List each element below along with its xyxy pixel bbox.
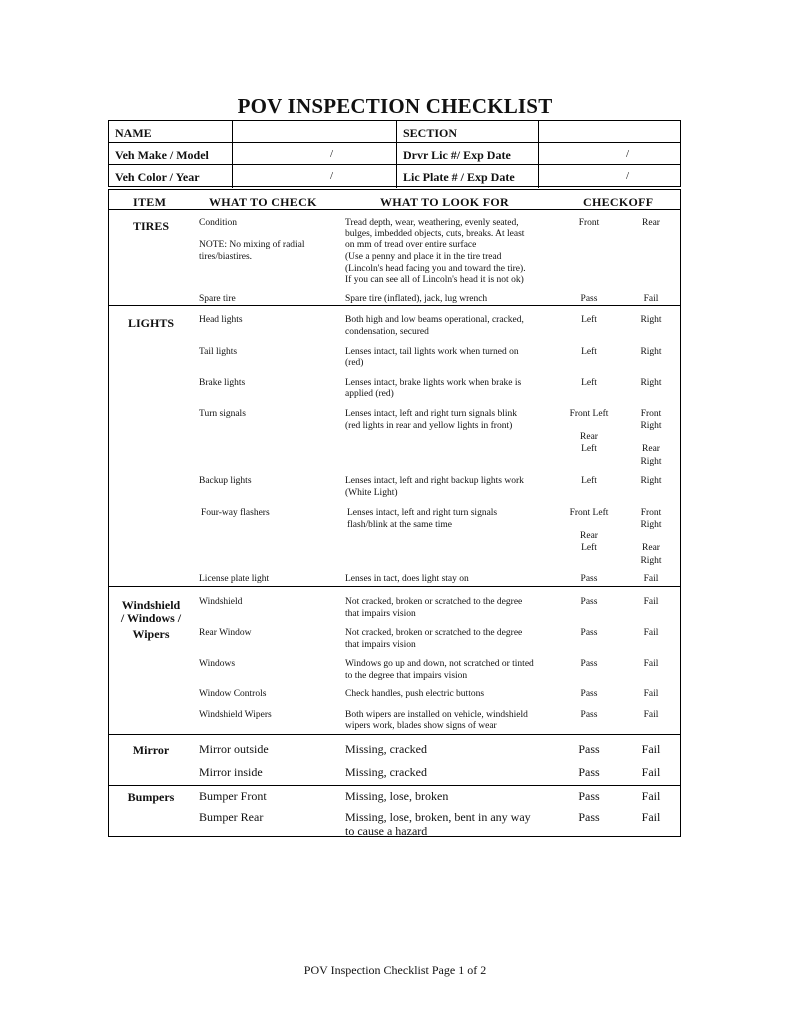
drvr-lic-label: Drvr Lic #/ Exp Date xyxy=(403,148,511,162)
brake-look-2: applied (red) xyxy=(345,389,394,399)
check-spare-tire: Spare tire xyxy=(199,294,236,304)
condition-look-1: Tread depth, wear, weathering, evenly seated, xyxy=(345,218,519,228)
name-field[interactable] xyxy=(233,121,396,142)
turn-front-left-checkbox[interactable]: Front Left xyxy=(569,409,609,419)
turn-rear-label-2: Rear xyxy=(642,444,660,454)
check-brake-lights: Brake lights xyxy=(199,378,246,388)
plate-slash: / xyxy=(626,170,630,182)
backup-look-2: (White Light) xyxy=(345,488,398,498)
mirror-inside-pass-checkbox[interactable]: Pass xyxy=(578,765,600,779)
windshield-pass-checkbox[interactable]: Pass xyxy=(580,597,598,607)
check-condition: Condition xyxy=(199,218,238,228)
tail-look-1: Lenses intact, tail lights work when turned on xyxy=(345,347,519,357)
lic-plate-label: Lic Plate # / Exp Date xyxy=(403,170,515,184)
backup-right-checkbox[interactable]: Right xyxy=(640,476,662,486)
tail-look-2: (red) xyxy=(345,358,364,368)
mirror-inside-fail-checkbox[interactable]: Fail xyxy=(641,765,661,779)
turn-look-2: (red lights in rear and yellow lights in front) xyxy=(345,421,513,431)
bumper-rear-look-2: to cause a hazard xyxy=(345,824,428,838)
section-bumpers: Bumpers xyxy=(127,790,175,804)
check-windshield: Windshield xyxy=(199,597,243,607)
rear-window-pass-checkbox[interactable]: Pass xyxy=(580,628,598,638)
page-footer: POV Inspection Checklist Page 1 of 2 xyxy=(303,963,487,977)
turn-look-1: Lenses intact, left and right turn signals blink xyxy=(345,409,518,419)
mirror-outside-pass-checkbox[interactable]: Pass xyxy=(578,742,600,756)
backup-look-1: Lenses intact, left and right backup lights work xyxy=(345,476,524,486)
flashers-front-left-checkbox[interactable]: Front Left xyxy=(569,508,609,518)
veh-color-field[interactable] xyxy=(233,165,396,187)
window-controls-fail-checkbox[interactable]: Fail xyxy=(643,689,659,699)
turn-rear-label: Rear xyxy=(580,432,598,442)
condition-look-3: on mm of tread over entire surface xyxy=(345,240,477,250)
flashers-rear-label-2: Rear xyxy=(642,543,660,553)
bumper-front-fail-checkbox[interactable]: Fail xyxy=(641,789,661,803)
windshield-look-1: Not cracked, broken or scratched to the degree xyxy=(345,597,523,607)
vehicle-info-table xyxy=(108,120,681,187)
turn-rear-right-checkbox[interactable]: Right xyxy=(640,457,662,467)
veh-make-field[interactable] xyxy=(233,143,396,164)
col-checkoff: CHECKOFF xyxy=(583,195,654,209)
flashers-look-1: Lenses intact, left and right turn signals xyxy=(347,508,498,518)
check-windshield-wipers: Windshield Wipers xyxy=(199,710,272,720)
check-bumper-rear: Bumper Rear xyxy=(199,810,264,824)
condition-look-6: If you can see all of Lincoln's head it is not ok) xyxy=(345,275,524,285)
tires-note-line1: NOTE: No mixing of radial xyxy=(199,240,305,250)
veh-make-label: Veh Make / Model xyxy=(115,148,209,162)
check-head-lights: Head lights xyxy=(199,315,243,325)
checklist-table xyxy=(108,189,681,837)
section-tires: TIRES xyxy=(132,219,170,233)
turn-front-right-checkbox[interactable]: Right xyxy=(640,421,662,431)
bumper-rear-fail-checkbox[interactable]: Fail xyxy=(641,810,661,824)
check-mirror-inside: Mirror inside xyxy=(199,765,263,779)
page-title: POV INSPECTION CHECKLIST xyxy=(237,94,553,118)
flashers-rear-right-checkbox[interactable]: Right xyxy=(640,556,662,566)
mirror-outside-look: Missing, cracked xyxy=(345,742,427,756)
section-field[interactable] xyxy=(539,121,679,142)
head-look-2: condensation, secured xyxy=(345,327,429,337)
section-windshield-line2: / Windows / xyxy=(120,611,182,625)
check-backup-lights: Backup lights xyxy=(199,476,252,486)
tires-note-line2: tires/biastires. xyxy=(199,252,253,262)
flashers-rear-left-checkbox[interactable]: Left xyxy=(581,543,597,553)
drvr-slash: / xyxy=(626,148,630,160)
tires-front-checkbox[interactable]: Front xyxy=(578,218,600,228)
condition-look-5: (Lincoln's head facing you and toward the tire). xyxy=(345,264,526,274)
check-four-way-flashers: Four-way flashers xyxy=(201,508,270,518)
brake-right-checkbox[interactable]: Right xyxy=(640,378,662,388)
head-left-checkbox[interactable]: Left xyxy=(581,315,597,325)
check-bumper-front: Bumper Front xyxy=(199,789,267,803)
flashers-front-label: Front xyxy=(640,508,662,518)
veh-color-label: Veh Color / Year xyxy=(115,170,200,184)
condition-look-2: bulges, imbedded objects, cuts, breaks. At least xyxy=(345,229,525,239)
bumper-rear-look-1: Missing, lose, broken, bent in any way xyxy=(345,810,531,824)
make-slash: / xyxy=(330,148,334,160)
name-label: NAME xyxy=(115,126,152,140)
check-tail-lights: Tail lights xyxy=(199,347,238,357)
condition-look-4: (Use a penny and place it in the tire tread xyxy=(345,252,502,262)
check-window-controls: Window Controls xyxy=(199,689,267,699)
windows-fail-checkbox[interactable]: Fail xyxy=(643,659,659,669)
section-lights: LIGHTS xyxy=(127,316,175,330)
section-windshield-line1: Windshield xyxy=(121,598,181,612)
section-windshield-line3: Wipers xyxy=(132,627,170,641)
wipers-look-1: Both wipers are installed on vehicle, windshield xyxy=(345,710,528,720)
section-label: SECTION xyxy=(403,126,458,140)
spare-look: Spare tire (inflated), jack, lug wrench xyxy=(345,294,488,304)
flashers-rear-label: Rear xyxy=(580,531,598,541)
tires-rear-checkbox[interactable]: Rear xyxy=(642,218,660,228)
bumper-front-pass-checkbox[interactable]: Pass xyxy=(578,789,600,803)
col-what-to-check: WHAT TO CHECK xyxy=(209,195,317,209)
mirror-inside-look: Missing, cracked xyxy=(345,765,427,779)
brake-left-checkbox[interactable]: Left xyxy=(581,378,597,388)
color-slash: / xyxy=(330,170,334,182)
head-right-checkbox[interactable]: Right xyxy=(640,315,662,325)
mirror-outside-fail-checkbox[interactable]: Fail xyxy=(641,742,661,756)
bumper-rear-pass-checkbox[interactable]: Pass xyxy=(578,810,600,824)
check-license-plate-light: License plate light xyxy=(199,574,270,584)
bumper-front-look: Missing, lose, broken xyxy=(345,789,449,803)
window-controls-pass-checkbox[interactable]: Pass xyxy=(580,689,598,699)
window-controls-look: Check handles, push electric buttons xyxy=(345,689,485,699)
tail-right-checkbox[interactable]: Right xyxy=(640,347,662,357)
windshield-fail-checkbox[interactable]: Fail xyxy=(643,597,659,607)
rear-window-fail-checkbox[interactable]: Fail xyxy=(643,628,659,638)
plate-fail-checkbox[interactable]: Fail xyxy=(643,574,659,584)
windows-look-1: Windows go up and down, not scratched or tinted xyxy=(345,659,534,669)
turn-front-label: Front xyxy=(640,409,662,419)
plate-look: Lenses in tact, does light stay on xyxy=(345,574,469,584)
wipers-look-2: wipers work, blades show signs of wear xyxy=(345,721,497,731)
flashers-front-right-checkbox[interactable]: Right xyxy=(640,520,662,530)
rear-window-look-2: that impairs vision xyxy=(345,640,416,650)
backup-left-checkbox[interactable]: Left xyxy=(581,476,597,486)
col-item: ITEM xyxy=(133,195,167,209)
col-what-to-look-for: WHAT TO LOOK FOR xyxy=(380,195,509,209)
wipers-fail-checkbox[interactable]: Fail xyxy=(643,710,659,720)
windshield-look-2: that impairs vision xyxy=(345,609,416,619)
spare-fail-checkbox[interactable]: Fail xyxy=(643,294,659,304)
rear-window-look-1: Not cracked, broken or scratched to the degree xyxy=(345,628,523,638)
check-mirror-outside: Mirror outside xyxy=(199,742,269,756)
check-windows: Windows xyxy=(199,659,236,669)
head-look-1: Both high and low beams operational, cracked, xyxy=(345,315,524,325)
flashers-look-2: flash/blink at the same time xyxy=(347,520,453,530)
turn-rear-left-checkbox[interactable]: Left xyxy=(581,444,597,454)
windows-look-2: to the degree that impairs vision xyxy=(345,671,468,681)
drvr-lic-field[interactable] xyxy=(539,143,679,164)
tail-left-checkbox[interactable]: Left xyxy=(581,347,597,357)
brake-look-1: Lenses intact, brake lights work when brake is xyxy=(345,378,522,388)
check-turn-signals: Turn signals xyxy=(199,409,246,419)
spare-pass-checkbox[interactable]: Pass xyxy=(580,294,598,304)
check-rear-window: Rear Window xyxy=(199,628,252,638)
lic-plate-field[interactable] xyxy=(539,165,679,187)
section-mirror: Mirror xyxy=(132,743,170,757)
plate-pass-checkbox[interactable]: Pass xyxy=(580,574,598,584)
wipers-pass-checkbox[interactable]: Pass xyxy=(580,710,598,720)
windows-pass-checkbox[interactable]: Pass xyxy=(580,659,598,669)
